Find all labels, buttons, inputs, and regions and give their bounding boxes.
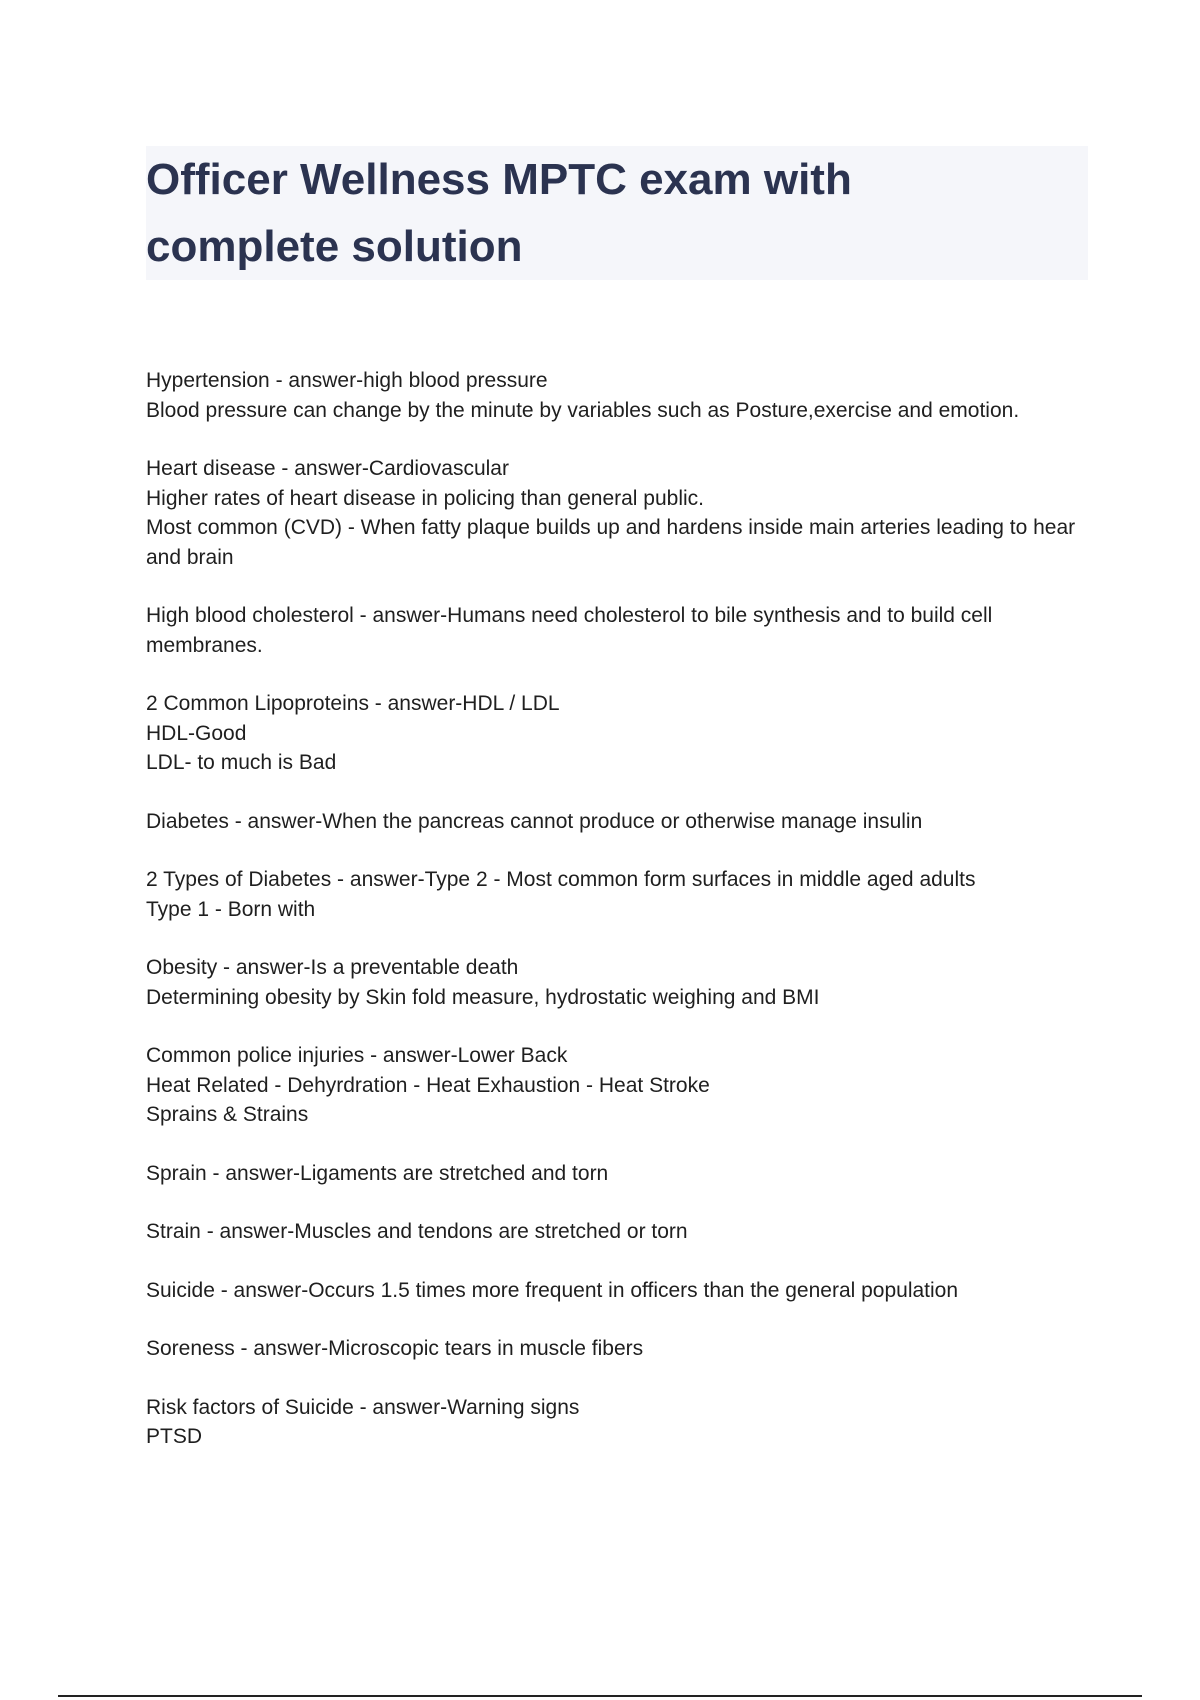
qa-detail-line: Heat Related - Dehyrdration - Heat Exhaustion - Heat Stroke — [146, 1073, 710, 1097]
qa-entry — [146, 689, 1096, 778]
qa-entry — [146, 1276, 1096, 1306]
qa-question-line: Diabetes - answer-When the pancreas cannot produce or otherwise manage insulin — [146, 809, 923, 833]
qa-entry — [146, 1334, 1096, 1364]
footer-divider — [58, 1695, 1142, 1697]
qa-entry — [146, 366, 1096, 425]
qa-entry — [146, 1041, 1096, 1130]
qa-entry — [146, 1159, 1096, 1189]
title-banner — [146, 146, 1088, 280]
qa-entry — [146, 1217, 1096, 1247]
qa-question-line: Sprain - answer-Ligaments are stretched and torn — [146, 1161, 609, 1185]
qa-question-line: Heart disease - answer-Cardiovascular — [146, 457, 509, 480]
qa-entry — [146, 601, 1096, 660]
qa-question-line: High blood cholesterol - answer-Humans need cholesterol to bile synthesis and to build cell membranes. — [146, 604, 993, 657]
qa-entry — [146, 865, 1096, 924]
qa-question-line: Common police injuries - answer-Lower Back — [146, 1044, 568, 1067]
qa-detail-line: Blood pressure can change by the minute by variables such as Posture,exercise and emotion. — [146, 398, 1020, 422]
document-title: Officer Wellness MPTC exam with complete solution — [146, 155, 852, 271]
qa-entry — [146, 807, 1096, 837]
qa-detail-line: HDL-Good — [146, 721, 247, 745]
qa-question-line: 2 Types of Diabetes - answer-Type 2 - Most common form surfaces in middle aged adults — [146, 868, 976, 891]
qa-question-line: Obesity - answer-Is a preventable death — [146, 956, 519, 979]
qa-detail-line: Determining obesity by Skin fold measure, hydrostatic weighing and BMI — [146, 985, 820, 1009]
qa-entry — [146, 454, 1096, 572]
qa-detail-line: Type 1 - Born with — [146, 897, 316, 921]
qa-question-line: Soreness - answer-Microscopic tears in muscle fibers — [146, 1337, 644, 1360]
qa-entry — [146, 1393, 1096, 1452]
qa-detail-line: Most common (CVD) - When fatty plaque builds up and hardens inside main arteries leading to hear and brain — [146, 516, 1076, 569]
qa-entry — [146, 953, 1096, 1012]
qa-detail-line: Sprains & Strains — [146, 1103, 309, 1126]
qa-detail-line: PTSD — [146, 1425, 203, 1448]
qa-detail-line: LDL- to much is Bad — [146, 751, 337, 774]
qa-question-line: 2 Common Lipoproteins - answer-HDL / LDL — [146, 692, 560, 715]
qa-question-line: Hypertension - answer-high blood pressure — [146, 369, 548, 392]
qa-question-line: Risk factors of Suicide - answer-Warning signs — [146, 1395, 580, 1419]
qa-question-line: Strain - answer-Muscles and tendons are stretched or torn — [146, 1220, 688, 1243]
qa-question-line: Suicide - answer-Occurs 1.5 times more frequent in officers than the general population — [146, 1278, 959, 1302]
qa-detail-line: Higher rates of heart disease in policing than general public. — [146, 486, 705, 510]
qa-list — [146, 366, 1096, 1481]
